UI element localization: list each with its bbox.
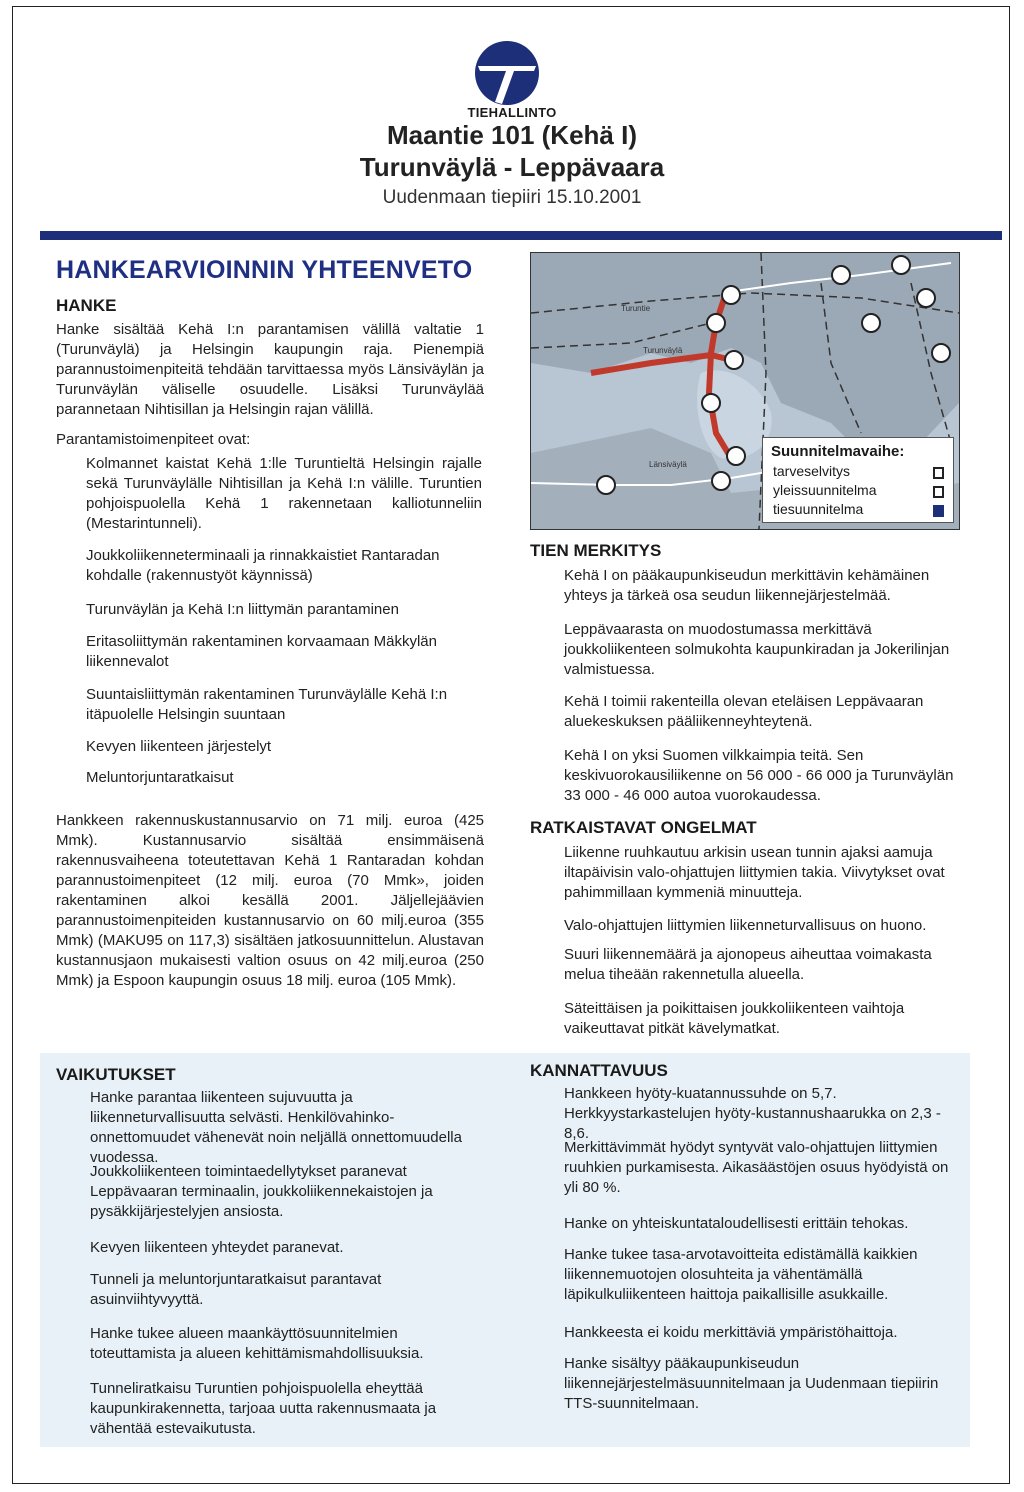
legend-item-tarveselvitys: tarveselvitys xyxy=(773,463,851,479)
ongelma-paragraph: Suuri liikennemäärä ja ajonopeus aiheuttaa voimakasta melua tiheään rakennetulla alueella. xyxy=(564,946,932,983)
kannattavuus-paragraph: Merkittävimmät hyödyt syntyvät valo-ohjattujen liittymien ruuhkien purkamisesta. Aikasäästöjen osuus hyödyistä on yli 80 %. xyxy=(564,1139,949,1196)
header-rule xyxy=(40,231,1002,240)
legend-swatch-half xyxy=(933,486,944,498)
map-label-lansivayla: Länsiväylä xyxy=(649,460,687,469)
kannattavuus-paragraph: Hanke tukee tasa-arvotavoitteita edistämällä kaikkien liikennemuotojen olosuhteita ja vähentämällä läpikulkuliikenteen haittoja paikallisille asukkaille. xyxy=(564,1246,918,1303)
title-line-1: Maantie 101 (Kehä I) xyxy=(387,120,637,150)
legend-item-yleissuunnitelma: yleissuunnitelma xyxy=(773,482,877,498)
vaikutus-paragraph: Hanke tukee alueen maankäyttösuunnitelmien toteuttamista ja alueen kehittämismahdollisuuksia. xyxy=(90,1325,424,1362)
legend-title: Suunnitelmavaihe: xyxy=(771,443,905,460)
main-heading: HANKEARVIOINNIN YHTEENVETO xyxy=(56,256,473,284)
vaikutukset-heading: VAIKUTUKSET xyxy=(56,1065,176,1084)
legend-swatch-filled xyxy=(933,505,944,517)
cost-paragraph: Hankkeen rakennuskustannusarvio on 71 milj. euroa (425 Mmk). Kustannusarvio sisältää ensimmäisenä rakennusvaiheena toteutettavan Kehä 1 Rantaradan kohdan parannustoimenpiteet (12 milj. euroa (70 Mmk», joiden rakentaminen alkoi kesällä 2001. Jäljellejäävien parannustoimenpiteiden kustannusarvio on 60 milj.euroa (355 Mmk) (MAKU95 on 117,3) sisältäen jatkosuunnittelun. Alustavan kustannusjaon mukaisesti valtion osuus on 42 milj.euroa (250 Mmk) ja Espoon kaupungin osuus 18 milj. euroa (105 Mmk). xyxy=(56,812,484,989)
map-label-turuntie: Turuntie xyxy=(621,304,651,313)
measures-intro: Parantamistoimenpiteet ovat: xyxy=(56,431,251,448)
measure-item: Turunväylän ja Kehä I:n liittymän parantaminen xyxy=(86,601,399,618)
map-label-turunvayla: Turunväylä xyxy=(643,346,683,355)
title-line-2: Turunväylä - Leppävaara xyxy=(359,152,665,182)
measure-item: Kevyen liikenteen järjestelyt xyxy=(86,738,272,755)
measure-item: Joukkoliikenneterminaali ja rinnakkaistiet Rantaradan kohdalle (rakennustyöt käynnissä) xyxy=(86,547,440,584)
measure-item: Meluntorjuntaratkaisut xyxy=(86,769,234,786)
measure-item: Suuntaisliittymän rakentaminen Turunväylälle Kehä I:n itäpuolelle Helsingin suuntaan xyxy=(86,686,448,723)
merkitys-paragraph: Kehä I toimii rakenteilla olevan eteläisen Leppävaaran aluekeskuksen pääliikenneyhteytenä. xyxy=(564,693,924,730)
kannattavuus-paragraph: Hanke sisältyy pääkaupunkiseudun liikennejärjestelmäsuunnitelmaan ja Uudenmaan tiepiirin TTS-suunnitelmaan. xyxy=(564,1355,939,1412)
vaikutus-paragraph: Tunneliratkaisu Turuntien pohjoispuolella eheyttää kaupunkirakennetta, tarjoaa uutta rakennusmaata ja vähentää estevaikutusta. xyxy=(90,1380,437,1437)
kannattavuus-paragraph: Hankkeesta ei koidu merkittäviä ympäristöhaittoja. xyxy=(564,1324,898,1341)
merkitys-paragraph: Kehä I on pääkaupunkiseudun merkittävin kehämäinen yhteys ja tärkeä osa seudun liikennejärjestelmää. xyxy=(564,567,930,604)
ratkaistavat-heading: RATKAISTAVAT ONGELMAT xyxy=(530,818,757,837)
legend-swatch-empty xyxy=(933,467,944,479)
hanke-intro: Hanke sisältää Kehä I:n parantamisen välillä valtatie 1 (Turunväylä) ja Helsingin kaupungin raja. Pienempiä parannustoimenpiteitä tehdään tarvittaessa myös Länsiväylän ja Turunväylän väliselle osuudelle. Lisäksi Turunväylää parannetaan Nihtisillan ja Helsingin rajan välillä. xyxy=(56,321,484,418)
kannattavuus-paragraph: Hanke on yhteiskuntataloudellisesti erittäin tehokas. xyxy=(564,1215,909,1232)
vaikutus-paragraph: Tunneli ja meluntorjuntaratkaisut parantavat asuinviihtyvyyttä. xyxy=(90,1271,382,1308)
ongelma-paragraph: Liikenne ruuhkautuu arkisin usean tunnin ajaksi aamuja iltapäivisin valo-ohjattujen liittymien takia. Viivytykset ovat pahimmillaan kymmeniä minuutteja. xyxy=(564,844,945,901)
tien-merkitys-heading: TIEN MERKITYS xyxy=(530,541,662,560)
kannattavuus-heading: KANNATTAVUUS xyxy=(530,1061,668,1080)
merkitys-paragraph: Kehä I on yksi Suomen vilkkaimpia teitä. Sen keskivuorokausiliikenne on 56 000 - 66 000 ja Turunväylän 33 000 - 46 000 autoa vuorokaudessa. xyxy=(564,747,954,804)
subtitle: Uudenmaan tiepiiri 15.10.2001 xyxy=(382,187,642,208)
merkitys-paragraph: Leppävaarasta on muodostumassa merkittävä joukkoliikenteen solmukohta kaupunkiradan ja Jokerilinjan valmistuessa. xyxy=(564,621,950,678)
vaikutus-paragraph: Joukkoliikenteen toimintaedellytykset paranevat Leppävaaran terminaalin, joukkoliikennekaistojen ja pysäkkijärjestelyjen ansiosta. xyxy=(90,1163,433,1220)
legend-item-tiesuunnitelma: tiesuunnitelma xyxy=(773,501,864,517)
vaikutus-paragraph: Kevyen liikenteen yhteydet paranevat. xyxy=(90,1239,344,1256)
kannattavuus-paragraph: Hankkeen hyöty-kuatannussuhde on 5,7. Herkkyystarkastelujen hyöty-kustannushaarukka on 2,3 - 8,6. xyxy=(564,1085,941,1142)
map-legend xyxy=(762,437,954,523)
ongelma-paragraph: Valo-ohjattujen liittymien liikenneturvallisuus on huono. xyxy=(564,917,927,934)
measure-item: Kolmannet kaistat Kehä 1:lle Turuntieltä Helsingin rajalle sekä Turunväylälle Nihtisillan ja Kehä I:n välille. Turuntien pohjoispuolella Kehä 1 rakennetaan kalliotunneliin (Mestarintunneli). xyxy=(86,455,482,532)
ongelma-paragraph: Säteittäisen ja poikittaisen joukkoliikenteen vaihtoja vaikeuttavat pitkät kävelymatkat. xyxy=(564,1000,905,1037)
hanke-heading: HANKE xyxy=(56,296,117,315)
tiehallinto-logo-icon xyxy=(474,40,540,106)
measure-item: Eritasoliittymän rakentaminen korvaamaan Mäkkylän liikennevalot xyxy=(86,633,437,670)
org-name: TIEHALLINTO xyxy=(467,105,557,120)
vaikutus-paragraph: Hanke parantaa liikenteen sujuvuutta ja liikenneturvallisuutta selvästi. Henkilövahinko-onnettomuudet vähenevät noin neljällä onnettomuudella vuodessa. xyxy=(90,1089,462,1166)
